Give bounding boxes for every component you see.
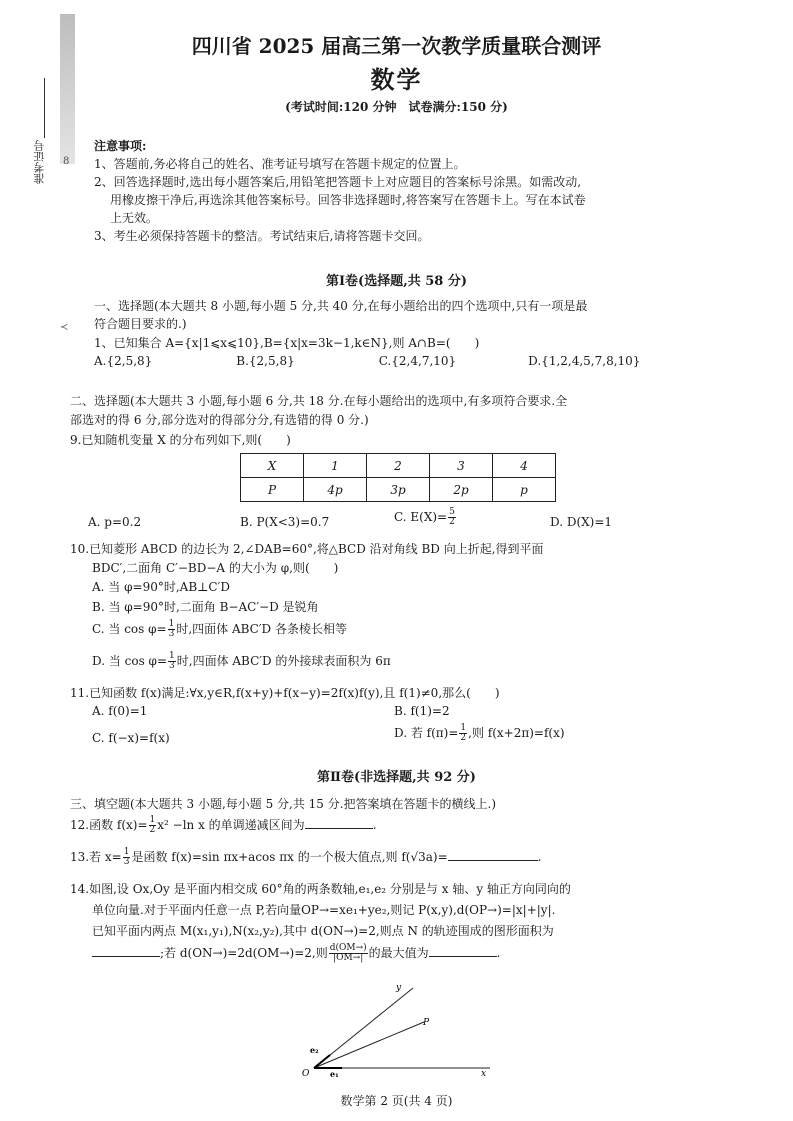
fraction: $\frac{1}{2}$ xyxy=(149,815,156,835)
answer-blank xyxy=(448,850,538,861)
fraction: $\frac{d(OM\to)}{|OM\to|}$ xyxy=(329,943,367,963)
note-item: 1、答题前,务必将自己的姓名、准考证号填写在答题卡规定的位置上。 xyxy=(94,157,466,171)
part2-title: 第Ⅱ卷(非选择题,共 92 分) xyxy=(317,770,476,785)
vector-op xyxy=(314,1022,424,1068)
table-cell: 1 xyxy=(304,454,367,478)
binding-glyph: 8 xyxy=(63,156,70,167)
part1-intro-cont: 符合题目要求的.) xyxy=(94,317,187,331)
question-1-options-cut: A.{2,5,8} B.{2,5,8} C.{2,4,7,10} D.{1,2,4,5,7,8,10} xyxy=(94,354,641,368)
question-14-line: ;若 d(ON→)=2d(OM→)=2,则 $\frac{d(OM\to)}{|OM\to|}$ 的最大值为 . xyxy=(92,944,500,963)
table-row xyxy=(241,478,556,502)
note-item: 上无效。 xyxy=(110,211,159,225)
exam-info: (考试时间:120 分钟 试卷满分:150 分) xyxy=(285,100,508,114)
table-cell: 3p xyxy=(367,478,430,502)
answer-blank xyxy=(429,946,497,957)
q11-option-b: B. f(1)=2 xyxy=(394,704,450,718)
subject-title: 数学 xyxy=(370,65,423,94)
part2-intro: 三、填空题(本大题共 3 小题,每小题 5 分,共 15 分.把答案填在答题卡的横线上.) xyxy=(70,797,497,811)
part1-intro: 一、选择题(本大题共 8 小题,每小题 5 分,共 40 分,在每小题给出的四个选项中,只有一项是最 xyxy=(94,299,588,313)
q9-option-c: C. E(X)= $\frac{5}{2}$ xyxy=(394,507,455,527)
question-14-line: 14.如图,设 Ox,Oy 是平面内相交成 60°角的两条数轴,e₁,e₂ 分别是与 x 轴、y 轴正方向同向的 xyxy=(70,882,571,896)
part1-title: 第Ⅰ卷(选择题,共 58 分) xyxy=(325,274,468,289)
table-cell: 4 xyxy=(493,454,556,478)
table-cell: p xyxy=(493,478,556,502)
q11-option-c: C. f(−x)=f(x) xyxy=(92,731,170,745)
notes-heading: 注意事项: xyxy=(94,139,147,153)
fraction: $\frac{1}{3}$ xyxy=(169,651,175,671)
note-item: 2、回答选择题时,选出每小题答案后,用铅笔把答题卡上对应题目的答案标号涂黑。如需改动, xyxy=(94,175,582,189)
point-p-label: P xyxy=(423,1018,430,1028)
e1-label: e₁ xyxy=(330,1069,339,1079)
answer-blank xyxy=(92,946,160,957)
q10-option-a: A. 当 φ=90°时,AB⊥C′D xyxy=(92,580,230,594)
table-cell: 3 xyxy=(430,454,493,478)
x-axis-label: x xyxy=(481,1069,487,1079)
question-1: 1、已知集合 A={x|1⩽x⩽10},B={x|x=3k−1,k∈N},则 A∩B=( ) xyxy=(94,336,480,350)
q9-option-b: B. P(X<3)=0.7 xyxy=(240,515,330,529)
question-10-stem-cont: BDC′,二面角 C′−BD−A 的大小为 φ,则( ) xyxy=(92,561,339,575)
question-13: 13.若 x= $\frac{1}{3}$ 是函数 f(x)=sin πx+acos πx 的一个极大值点,则 f(√3a)= . xyxy=(70,847,542,867)
coordinate-figure xyxy=(300,980,500,1080)
distribution-table xyxy=(240,453,556,502)
table-cell: P xyxy=(241,478,304,502)
q9-option-d: D. D(X)=1 xyxy=(550,515,613,529)
e2-label: e₂ xyxy=(310,1045,319,1055)
y-axis-label: y xyxy=(396,983,402,993)
q10-option-b: B. 当 φ=90°时,二面角 B−AC′−D 是锐角 xyxy=(92,600,319,614)
fraction: $\frac{1}{2}$ xyxy=(460,723,467,743)
exam-number-label: 准考证号 xyxy=(33,140,46,184)
table-cell: 2 xyxy=(367,454,430,478)
section2-intro-cont: 部选对的得 6 分,部分选对的得部分分,有选错的得 0 分.) xyxy=(70,413,369,427)
q9-option-a: A. p=0.2 xyxy=(88,515,142,529)
binding-mark: ≺ xyxy=(60,322,69,333)
origin-label: O xyxy=(302,1069,310,1079)
question-10-stem: 10.已知菱形 ABCD 的边长为 2,∠DAB=60°,将△BCD 沿对角线 BD 向上折起,得到平面 xyxy=(70,542,544,556)
q10-option-c: C. 当 cos φ= $\frac{1}{3}$ 时,四面体 ABC′D 各条棱长相等 xyxy=(92,619,347,639)
vector-e2 xyxy=(314,1055,330,1068)
table-cell: 2p xyxy=(430,478,493,502)
question-11-stem: 11.已知函数 f(x)满足:∀x,y∈R,f(x+y)+f(x−y)=2f(x)f(y),且 f(1)≠0,那么( ) xyxy=(70,686,500,700)
fraction: $\frac{5}{2}$ xyxy=(449,507,455,527)
question-14-line: 单位向量.对于平面内任意一点 P,若向量OP→=xe₁+ye₂,则记 P(x,y),d(OP→)=|x|+|y|. xyxy=(92,903,556,917)
question-14-line: 已知平面内两点 M(x₁,y₁),N(x₂,y₂),其中 d(ON→)=2,则点 N 的轨迹围成的图形面积为 xyxy=(92,924,554,938)
q11-option-a: A. f(0)=1 xyxy=(92,704,148,718)
exam-title: 四川省 2025 届高三第一次教学质量联合测评 xyxy=(191,34,602,58)
table-cell: 4p xyxy=(304,478,367,502)
fraction: $\frac{1}{3}$ xyxy=(168,619,175,639)
q10-option-d: D. 当 cos φ= $\frac{1}{3}$ 时,四面体 ABC′D 的外接球表面积为 6π xyxy=(92,651,391,671)
section2-intro: 二、选择题(本大题共 3 小题,每小题 6 分,共 18 分.在每小题给出的选项中,有多项符合要求.全 xyxy=(70,394,568,408)
note-item: 用橡皮擦干净后,再选涂其他答案标号。回答非选择题时,将答案写在答题卡上。写在本试卷 xyxy=(110,193,586,207)
q11-option-d: D. 若 f(π)= $\frac{1}{2}$ ,则 f(x+2π)=f(x) xyxy=(394,723,565,743)
question-9-stem: 9.已知随机变量 X 的分布列如下,则( ) xyxy=(70,433,291,447)
question-12: 12.函数 f(x)= $\frac{1}{2}$ x² −ln x 的单调递减区间为 . xyxy=(70,815,377,835)
table-cell: X xyxy=(241,454,304,478)
fraction: $\frac{1}{3}$ xyxy=(123,847,130,867)
answer-blank xyxy=(305,818,373,829)
page-footer: 数学第 2 页(共 4 页) xyxy=(340,1094,453,1108)
note-item: 3、考生必须保持答题卡的整洁。考试结束后,请将答题卡交回。 xyxy=(94,229,430,243)
table-row xyxy=(241,454,556,478)
